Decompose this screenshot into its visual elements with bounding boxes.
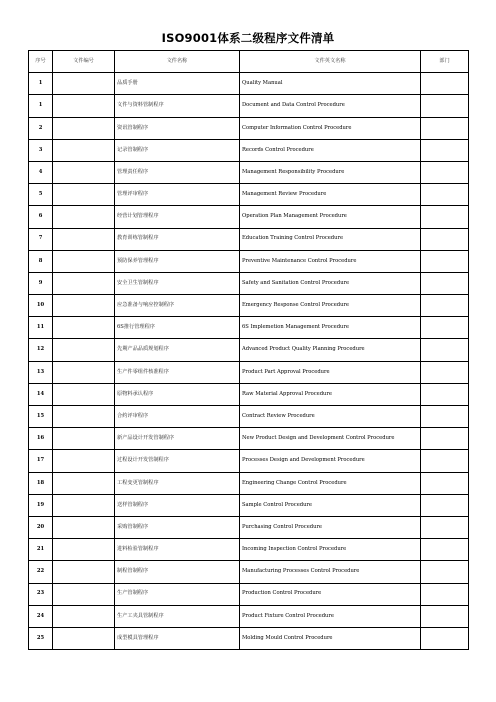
table-header-row xyxy=(29,51,469,73)
row-doc-name-en-cell: Processes Design and Development Procedure xyxy=(240,450,421,472)
table-row xyxy=(29,295,469,317)
table-row xyxy=(29,494,469,516)
row-dept-cell xyxy=(421,228,469,250)
row-doc-name-cell: 工程变更管制程序 xyxy=(115,472,240,494)
row-doc-no-cell xyxy=(53,605,115,627)
row-doc-no-cell xyxy=(53,272,115,294)
table-row xyxy=(29,583,469,605)
table-row xyxy=(29,117,469,139)
row-dept-cell xyxy=(421,361,469,383)
row-seq-cell: 25 xyxy=(29,627,53,649)
row-doc-no-cell xyxy=(53,295,115,317)
row-dept-cell xyxy=(421,339,469,361)
row-doc-no-cell xyxy=(53,339,115,361)
row-seq-cell: 20 xyxy=(29,516,53,538)
row-doc-no-cell xyxy=(53,73,115,95)
table-row xyxy=(29,206,469,228)
row-seq-cell: 1 xyxy=(29,95,53,117)
row-doc-name-cell: 原物料承认程序 xyxy=(115,383,240,405)
procedure-file-table xyxy=(28,50,469,650)
table-row xyxy=(29,472,469,494)
row-doc-name-en-cell: Records Control Procedure xyxy=(240,139,421,161)
row-doc-no-cell xyxy=(53,117,115,139)
table-row xyxy=(29,161,469,183)
table-row xyxy=(29,250,469,272)
row-seq-cell: 4 xyxy=(29,161,53,183)
row-doc-no-cell xyxy=(53,250,115,272)
row-doc-name-en-cell: New Product Design and Development Control Procedure xyxy=(240,428,421,450)
row-doc-name-en-cell: Sample Control Procedure xyxy=(240,494,421,516)
row-seq-cell: 3 xyxy=(29,139,53,161)
row-seq-cell: 22 xyxy=(29,561,53,583)
row-doc-name-en-cell: Engineering Change Control Procedure xyxy=(240,472,421,494)
row-doc-name-cell: 文件与资料管制程序 xyxy=(115,95,240,117)
row-dept-cell xyxy=(421,627,469,649)
row-doc-name-cell: 送样管制程序 xyxy=(115,494,240,516)
row-dept-cell xyxy=(421,539,469,561)
row-seq-cell: 7 xyxy=(29,228,53,250)
header-doc-name-en: 文件英文名称 xyxy=(240,51,421,73)
row-doc-no-cell xyxy=(53,206,115,228)
header-doc-name: 文件名称 xyxy=(115,51,240,73)
row-doc-name-cell: 管理责任程序 xyxy=(115,161,240,183)
row-doc-name-en-cell: Advanced Product Quality Planning Procedure xyxy=(240,339,421,361)
row-dept-cell xyxy=(421,583,469,605)
row-seq-cell: 23 xyxy=(29,583,53,605)
row-dept-cell xyxy=(421,295,469,317)
row-doc-name-en-cell: Operation Plan Management Procedure xyxy=(240,206,421,228)
row-doc-name-en-cell: Management Review Procedure xyxy=(240,184,421,206)
row-seq-cell: 21 xyxy=(29,539,53,561)
row-dept-cell xyxy=(421,161,469,183)
table-row xyxy=(29,228,469,250)
row-dept-cell xyxy=(421,450,469,472)
row-doc-name-cell: 先期产品品质规划程序 xyxy=(115,339,240,361)
table-row xyxy=(29,139,469,161)
row-doc-name-cell: 合约评审程序 xyxy=(115,406,240,428)
table-row xyxy=(29,339,469,361)
row-doc-name-en-cell: Purchasing Control Procedure xyxy=(240,516,421,538)
row-doc-name-en-cell: Education Training Control Procedure xyxy=(240,228,421,250)
row-dept-cell xyxy=(421,206,469,228)
row-doc-no-cell xyxy=(53,450,115,472)
table-row xyxy=(29,73,469,95)
header-doc-no: 文件编号 xyxy=(53,51,115,73)
row-doc-name-en-cell: Raw Material Approval Procedure xyxy=(240,383,421,405)
row-doc-name-cell: 安全卫生管制程序 xyxy=(115,272,240,294)
row-doc-name-en-cell: Incoming Inspection Control Procedure xyxy=(240,539,421,561)
row-doc-name-cell: 应急准备与响应控制程序 xyxy=(115,295,240,317)
table-body xyxy=(29,73,469,650)
row-doc-name-en-cell: Computer Information Control Procedure xyxy=(240,117,421,139)
table-row xyxy=(29,361,469,383)
row-seq-cell: 10 xyxy=(29,295,53,317)
row-doc-name-en-cell: Production Control Procedure xyxy=(240,583,421,605)
table-row xyxy=(29,561,469,583)
table-row xyxy=(29,516,469,538)
table-row xyxy=(29,184,469,206)
row-dept-cell xyxy=(421,383,469,405)
table-row xyxy=(29,406,469,428)
row-seq-cell: 14 xyxy=(29,383,53,405)
row-doc-no-cell xyxy=(53,539,115,561)
row-doc-name-cell: 生产管制程序 xyxy=(115,583,240,605)
row-doc-name-en-cell: Molding Mould Control Procedure xyxy=(240,627,421,649)
row-doc-no-cell xyxy=(53,561,115,583)
row-doc-name-cell: 品质手册 xyxy=(115,73,240,95)
row-seq-cell: 18 xyxy=(29,472,53,494)
row-dept-cell xyxy=(421,561,469,583)
row-seq-cell: 12 xyxy=(29,339,53,361)
row-doc-name-en-cell: 6S Implemetion Management Procedure xyxy=(240,317,421,339)
table-row xyxy=(29,450,469,472)
row-doc-name-en-cell: Emergency Response Control Procedure xyxy=(240,295,421,317)
row-doc-no-cell xyxy=(53,472,115,494)
table-row xyxy=(29,605,469,627)
row-doc-name-cell: 预防保养管理程序 xyxy=(115,250,240,272)
row-doc-no-cell xyxy=(53,361,115,383)
table-row xyxy=(29,428,469,450)
row-doc-name-cell: 教育训练管制程序 xyxy=(115,228,240,250)
row-dept-cell xyxy=(421,184,469,206)
row-doc-name-en-cell: Safety and Sanitation Control Procedure xyxy=(240,272,421,294)
row-doc-name-cell: 生产工夹具管制程序 xyxy=(115,605,240,627)
row-seq-cell: 11 xyxy=(29,317,53,339)
row-dept-cell xyxy=(421,272,469,294)
row-doc-no-cell xyxy=(53,184,115,206)
row-doc-no-cell xyxy=(53,161,115,183)
row-doc-name-cell: 经营计划管理程序 xyxy=(115,206,240,228)
document-title: ISO9001体系二级程序文件清单 xyxy=(161,31,335,45)
row-dept-cell xyxy=(421,95,469,117)
row-doc-name-cell: 资讯管制程序 xyxy=(115,117,240,139)
row-dept-cell xyxy=(421,516,469,538)
row-seq-cell: 1 xyxy=(29,73,53,95)
row-doc-name-cell: 制程管制程序 xyxy=(115,561,240,583)
row-dept-cell xyxy=(421,250,469,272)
row-dept-cell xyxy=(421,317,469,339)
row-doc-no-cell xyxy=(53,428,115,450)
row-doc-name-en-cell: Contract Review Procedure xyxy=(240,406,421,428)
row-seq-cell: 13 xyxy=(29,361,53,383)
row-doc-no-cell xyxy=(53,494,115,516)
row-doc-name-cell: 进料检验管制程序 xyxy=(115,539,240,561)
header-dept: 部门 xyxy=(421,51,469,73)
row-doc-name-cell: 新产品设计开发管制程序 xyxy=(115,428,240,450)
row-doc-no-cell xyxy=(53,383,115,405)
row-doc-no-cell xyxy=(53,583,115,605)
row-doc-name-cell: 成型模具管理程序 xyxy=(115,627,240,649)
row-seq-cell: 24 xyxy=(29,605,53,627)
table-row xyxy=(29,539,469,561)
row-doc-name-cell: 生产件零组件核准程序 xyxy=(115,361,240,383)
row-doc-name-en-cell: Preventive Maintenance Control Procedure xyxy=(240,250,421,272)
row-dept-cell xyxy=(421,117,469,139)
row-dept-cell xyxy=(421,73,469,95)
row-doc-no-cell xyxy=(53,139,115,161)
table-row xyxy=(29,317,469,339)
row-doc-no-cell xyxy=(53,516,115,538)
row-doc-name-en-cell: Product Part Approval Procedure xyxy=(240,361,421,383)
row-dept-cell xyxy=(421,472,469,494)
table-row xyxy=(29,383,469,405)
row-doc-name-en-cell: Document and Data Control Procedure xyxy=(240,95,421,117)
row-doc-name-cell: 采购管制程序 xyxy=(115,516,240,538)
row-doc-no-cell xyxy=(53,317,115,339)
row-seq-cell: 5 xyxy=(29,184,53,206)
table-row xyxy=(29,627,469,649)
row-seq-cell: 2 xyxy=(29,117,53,139)
row-doc-name-cell: 管理评审程序 xyxy=(115,184,240,206)
table-row xyxy=(29,95,469,117)
table-row xyxy=(29,272,469,294)
row-doc-name-en-cell: Manufacturing Processes Control Procedure xyxy=(240,561,421,583)
row-dept-cell xyxy=(421,428,469,450)
row-doc-name-en-cell: Quality Manual xyxy=(240,73,421,95)
row-seq-cell: 17 xyxy=(29,450,53,472)
row-dept-cell xyxy=(421,139,469,161)
row-seq-cell: 19 xyxy=(29,494,53,516)
row-dept-cell xyxy=(421,494,469,516)
row-doc-name-en-cell: Management Responsibility Procedure xyxy=(240,161,421,183)
row-doc-name-cell: 记录管制程序 xyxy=(115,139,240,161)
row-seq-cell: 6 xyxy=(29,206,53,228)
row-doc-name-cell: 6S推行管理程序 xyxy=(115,317,240,339)
row-dept-cell xyxy=(421,605,469,627)
row-seq-cell: 15 xyxy=(29,406,53,428)
row-doc-name-en-cell: Product Fixture Control Procedure xyxy=(240,605,421,627)
row-seq-cell: 16 xyxy=(29,428,53,450)
row-doc-name-cell: 过程设计开发管制程序 xyxy=(115,450,240,472)
row-dept-cell xyxy=(421,406,469,428)
row-doc-no-cell xyxy=(53,228,115,250)
header-seq: 序号 xyxy=(29,51,53,73)
row-doc-no-cell xyxy=(53,95,115,117)
row-seq-cell: 9 xyxy=(29,272,53,294)
row-doc-no-cell xyxy=(53,406,115,428)
row-doc-no-cell xyxy=(53,627,115,649)
row-seq-cell: 8 xyxy=(29,250,53,272)
